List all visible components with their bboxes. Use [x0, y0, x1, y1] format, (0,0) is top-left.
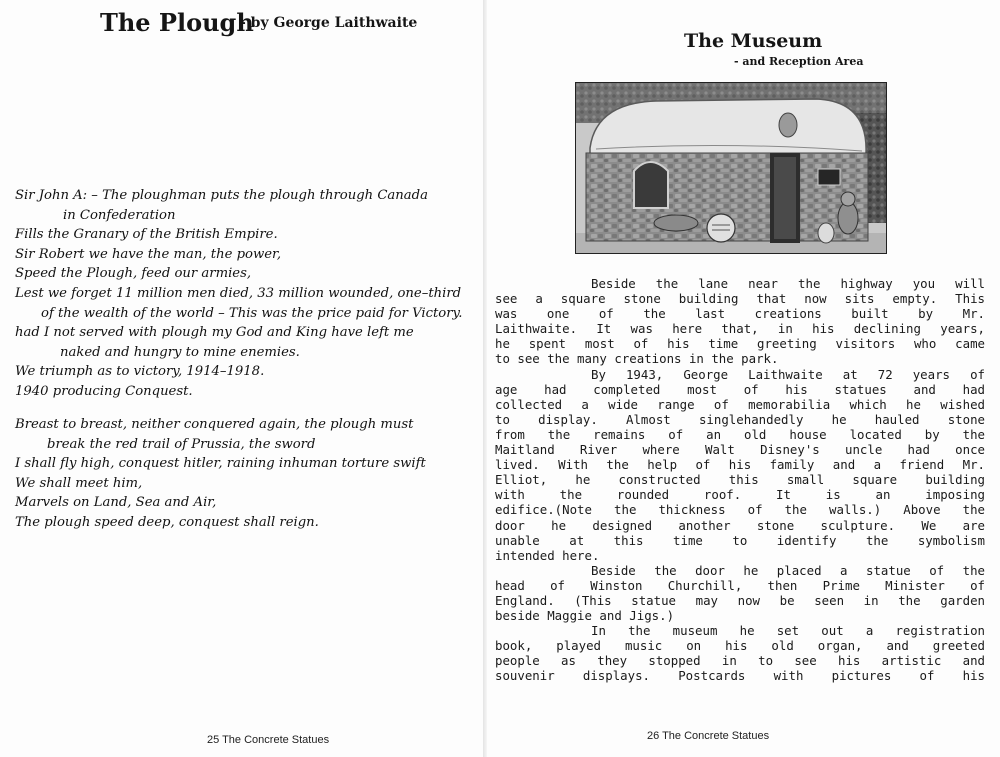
poem-line: I shall fly high, conquest hitler, raining inhuman torture swift	[15, 456, 426, 472]
text-line: edifice.(Note the thickness of the walls.) Above the	[495, 502, 985, 518]
text-line: to display. Almost singlehandedly he hauled stone	[495, 411, 985, 427]
text-line: with the rounded roof. It is an imposing	[495, 487, 985, 503]
text-line: to see the many creations in the park.	[495, 351, 779, 367]
text-line: By 1943, George Laithwaite at 72 years of	[591, 366, 985, 382]
poem-line: We triumph as to victory, 1914–1918.	[15, 364, 265, 380]
stone-museum-building-photo	[575, 82, 887, 254]
poem-line: Breast to breast, neither conquered again, the plough must	[15, 417, 414, 432]
page-footer-right: 26 The Concrete Statues	[647, 730, 770, 742]
text-line: beside Maggie and Jigs.)	[495, 608, 675, 624]
page-footer-left: 25 The Concrete Statues	[207, 734, 330, 746]
text-line: head of Winston Churchill, then Prime Minister of	[495, 577, 985, 593]
poem-line: Marvels on Land, Sea and Air,	[15, 495, 217, 511]
poem-line: break the red trail of Prussia, the sword	[47, 436, 316, 452]
poem-line: Sir John A: – The ploughman puts the plough through Canada	[15, 188, 428, 203]
poem-line: 1940 producing Conquest.	[15, 383, 193, 399]
poem-line: of the wealth of the world – This was the price paid for Victory.	[41, 305, 463, 321]
poem-line: Fills the Granary of the British Empire.	[15, 227, 278, 243]
text-line: lived. With the help of his family and a friend Mr.	[495, 457, 985, 473]
text-line: collected a wide range of memorabilia which he wished	[495, 396, 985, 412]
text-line: book, played music on his old organ, and greeted	[495, 638, 985, 654]
text-line: Laithwaite. It was here that, in his declining years,	[495, 321, 985, 337]
text-line: intended here.	[495, 547, 600, 563]
poem-line: The plough speed deep, conquest shall reign.	[15, 514, 319, 530]
poem-line: had I not served with plough my God and King have left me	[15, 325, 414, 341]
text-line: unable at this time to identify the symbolism	[495, 532, 985, 548]
section-subtitle: - and Reception Area	[734, 55, 864, 68]
section-title: The Museum	[684, 30, 823, 52]
text-line: age had completed most of his statues and had	[495, 381, 985, 397]
text-line: In the museum he set out a registration	[591, 623, 985, 639]
right-page	[487, 0, 1000, 757]
poem-line: We shall meet him,	[15, 475, 143, 491]
text-line: Elliot, he constructed this small square building	[495, 472, 985, 488]
text-line: he spent most of his time greeting visitors who came	[495, 336, 985, 352]
poem-line: Sir Robert we have the man, the power,	[15, 246, 282, 262]
poem-title: The Plough	[100, 8, 254, 37]
text-line: door he designed another stone sculpture. We are	[495, 517, 985, 533]
text-line: from the remains of an old house located by the	[495, 426, 985, 442]
poem-line: naked and hungry to mine enemies.	[60, 344, 300, 360]
poem-line: in Confederation	[63, 207, 176, 223]
poem-stanza-2	[15, 415, 426, 533]
text-line: see a square stone building that now sits empty. This	[495, 291, 985, 307]
text-line: Maitland River where Walt Disney's uncle had once	[495, 442, 985, 458]
text-line: was one of the last creations built by Mr.	[495, 306, 985, 322]
left-page	[0, 0, 487, 757]
museum-description	[495, 276, 985, 684]
text-line: England. (This statue may now be seen in the garden	[495, 592, 985, 608]
text-line: souvenir displays. Postcards with pictures of his	[495, 668, 985, 684]
poem-line: Lest we forget 11 million men died, 33 million wounded, one–third	[15, 285, 462, 301]
poem-author: - by George Laithwaite	[240, 15, 418, 31]
poem-line: Speed the Plough, feed our armies,	[15, 266, 252, 282]
poem-stanza-1	[15, 186, 462, 402]
text-line: Beside the lane near the highway you will	[591, 276, 985, 291]
text-line: people as they stopped in to see his artistic and	[495, 653, 985, 669]
text-line: Beside the door he placed a statue of the	[591, 562, 985, 578]
